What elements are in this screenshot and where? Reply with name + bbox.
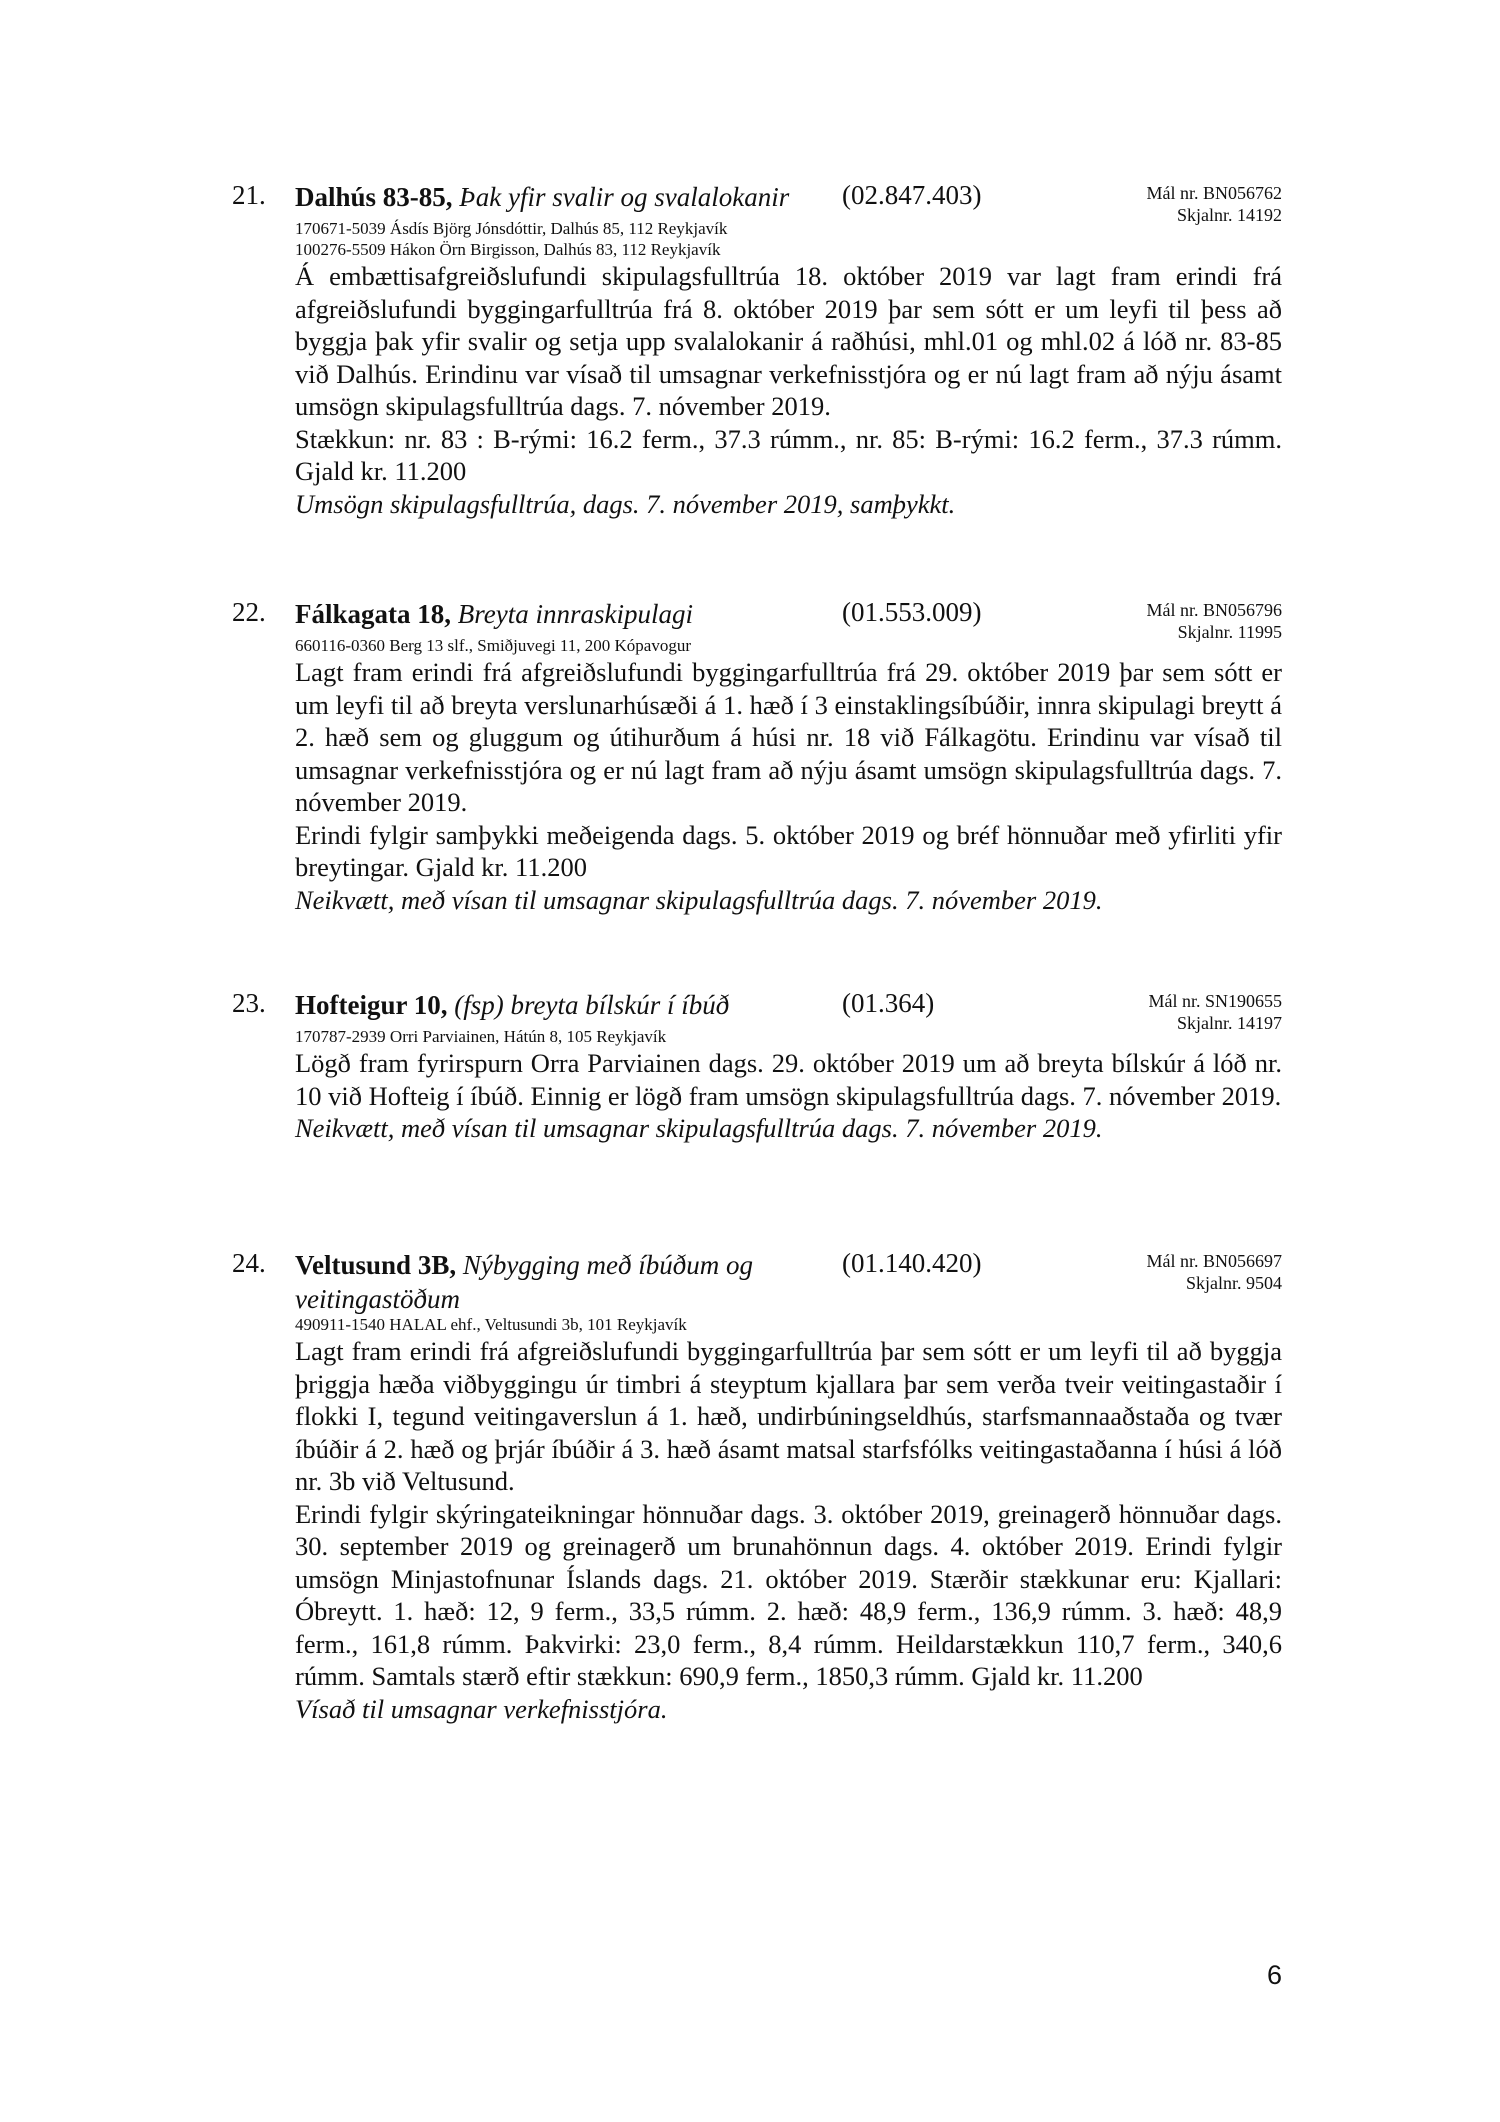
item-subject: (fsp) breyta bílskúr í íbúð (454, 990, 730, 1020)
document-number: Skjalnr. 14192 (1176, 205, 1282, 225)
item-conclusion: Umsögn skipulagsfulltrúa, dags. 7. nóvember 2019, samþykkt. (295, 488, 956, 519)
item-reference (1146, 1250, 1282, 1294)
case-number: Mál nr. BN056697 (1146, 1251, 1282, 1271)
applicant: 100276-5509 Hákon Örn Birgisson, Dalhús 83, 112 Reykjavík (295, 240, 721, 259)
item-subject: Nýbygging með íbúðum og veitingastöðum (295, 1250, 754, 1314)
agenda-item-22 (232, 597, 1282, 916)
item-land-code: (02.847.403) (842, 180, 982, 210)
item-subject: Þak yfir svalir og svalalokanir (459, 182, 790, 212)
item-title (295, 988, 835, 1022)
item-paragraph: Erindi fylgir samþykki meðeigenda dags. 5. október 2019 og bréf hönnuðar með yfirliti yfir breytingar. Gjald kr. 11.200 (295, 819, 1282, 882)
item-conclusion: Vísað til umsagnar verkefnisstjóra. (295, 1693, 668, 1724)
document-number: Skjalnr. 9504 (1185, 1273, 1282, 1293)
item-address: Hofteigur 10, (295, 990, 448, 1020)
item-number: 23. (232, 988, 266, 1018)
item-body (295, 1047, 1282, 1145)
item-number: 21. (232, 180, 266, 210)
item-body (295, 260, 1282, 520)
case-number: Mál nr. SN190655 (1148, 991, 1282, 1011)
item-address: Fálkagata 18, (295, 599, 452, 629)
item-paragraph: Lagt fram erindi frá afgreiðslufundi byggingarfulltrúa frá 29. október 2019 þar sem sótt er um leyfi til að breyta verslunarhúsæði á 1. hæð í 3 einstaklingsíbúðir, innra skipulagi breytt á 2. hæð sem og gluggum og útihurðum á húsi nr. 18 við Fálkagötu. Erindinu var vísað til umsagnar verkefnisstjóra og er nú lagt fram að nýju ásamt umsögn skipulagsfulltrúa dags. 7. nóvember 2019. (295, 657, 1282, 817)
item-body (295, 1335, 1282, 1725)
item-reference (1148, 990, 1282, 1034)
item-header (232, 597, 1282, 642)
item-paragraph: Erindi fylgir skýringateikningar hönnuðar dags. 3. október 2019, greinagerð hönnuðar dags. 30. september 2019 og greinagerð um brunahönnun dags. 4. október 2019. Erindi fylgir umsögn Minjastofnunar Íslands dags. 21. október 2019. Stærðir stækkunar eru: Kjallari: Óbreytt. 1. hæð: 12, 9 ferm., 33,5 rúmm. 2. hæð: 48,9 ferm., 136,9 rúmm. 3. hæð: 48,9 ferm., 161,8 rúmm. Þakvirki: 23,0 ferm., 8,4 rúmm. Heildarstækkun 110,7 ferm., 340,6 rúmm. Samtals stærð eftir stækkun: 690,9 ferm., 1850,3 rúmm. Gjald kr. 11.200 (295, 1498, 1282, 1691)
applicant: 490911-1540 HALAL ehf., Veltusundi 3b, 101 Reykjavík (295, 1315, 687, 1334)
item-land-code: (01.140.420) (842, 1248, 982, 1278)
applicant: 170671-5039 Ásdís Björg Jónsdóttir, Dalhús 85, 112 Reykjavík (295, 219, 728, 238)
agenda-item-24 (232, 1248, 1282, 1725)
item-body (295, 656, 1282, 916)
item-conclusion: Neikvætt, með vísan til umsagnar skipulagsfulltrúa dags. 7. nóvember 2019. (295, 1113, 1103, 1143)
item-number: 24. (232, 1248, 266, 1278)
document-number: Skjalnr. 14197 (1176, 1013, 1282, 1033)
item-paragraph: Lagt fram erindi frá afgreiðslufundi byggingarfulltrúa þar sem sótt er um leyfi til að byggja þriggja hæða viðbyggingu úr timbri á steyptum kjallara þar sem verða tveir veitingastaðir í flokki I, tegund veitingaverslun á 1. hæð, undirbúningseldhús, starfsmannaaðstaða og tvær íbúðir á 2. hæð og þrjár íbúðir á 3. hæð ásamt matsal starfsfólks veitingastaðanna í húsi á lóð nr. 3b við Veltusund. (295, 1336, 1282, 1496)
document-number: Skjalnr. 11995 (1177, 622, 1282, 642)
item-header (232, 180, 1282, 225)
item-address: Dalhús 83-85, (295, 182, 453, 212)
item-title (295, 1248, 775, 1316)
item-number: 22. (232, 597, 266, 627)
item-header (232, 1248, 1282, 1314)
item-subject: Breyta innraskipulagi (457, 599, 693, 629)
case-number: Mál nr. BN056796 (1146, 600, 1282, 620)
item-paragraph: Lögð fram fyrirspurn Orra Parviainen dags. 29. október 2019 um að breyta bílskúr á lóð nr. 10 við Hofteig í íbúð. Einnig er lögð fram umsögn skipulagsfulltrúa dags. 7. nóvember 2019. (295, 1048, 1282, 1111)
applicant: 660116-0360 Berg 13 slf., Smiðjuvegi 11, 200 Kópavogur (295, 636, 692, 655)
item-land-code: (01.364) (842, 988, 935, 1018)
case-number: Mál nr. BN056762 (1146, 183, 1282, 203)
item-address: Veltusund 3B, (295, 1250, 457, 1280)
item-reference (1146, 599, 1282, 643)
page-number: 6 (1266, 1960, 1282, 1990)
agenda-item-23 (232, 988, 1282, 1145)
item-header (232, 988, 1282, 1033)
item-reference (1146, 182, 1282, 226)
agenda-item-21 (232, 180, 1282, 520)
item-title (295, 180, 835, 214)
item-conclusion: Neikvætt, með vísan til umsagnar skipulagsfulltrúa dags. 7. nóvember 2019. (295, 884, 1103, 915)
item-paragraph: Á embættisafgreiðslufundi skipulagsfulltrúa 18. október 2019 var lagt fram erindi frá afgreiðslufundi byggingarfulltrúa frá 8. október 2019 þar sem sótt er um leyfi til þess að byggja þak yfir svalir og setja upp svalalokanir á raðhúsi, mhl.01 og mhl.02 á lóð nr. 83-85 við Dalhús. Erindinu var vísað til umsagnar verkefnisstjóra og er nú lagt fram að nýju ásamt umsögn skipulagsfulltrúa dags. 7. nóvember 2019. (295, 261, 1282, 421)
applicant: 170787-2939 Orri Parviainen, Hátún 8, 105 Reykjavík (295, 1027, 667, 1046)
item-paragraph: Stækkun: nr. 83 : B-rými: 16.2 ferm., 37.3 rúmm., nr. 85: B-rými: 16.2 ferm., 37.3 rúmm. Gjald kr. 11.200 (295, 423, 1282, 486)
item-title (295, 597, 835, 631)
item-land-code: (01.553.009) (842, 597, 982, 627)
